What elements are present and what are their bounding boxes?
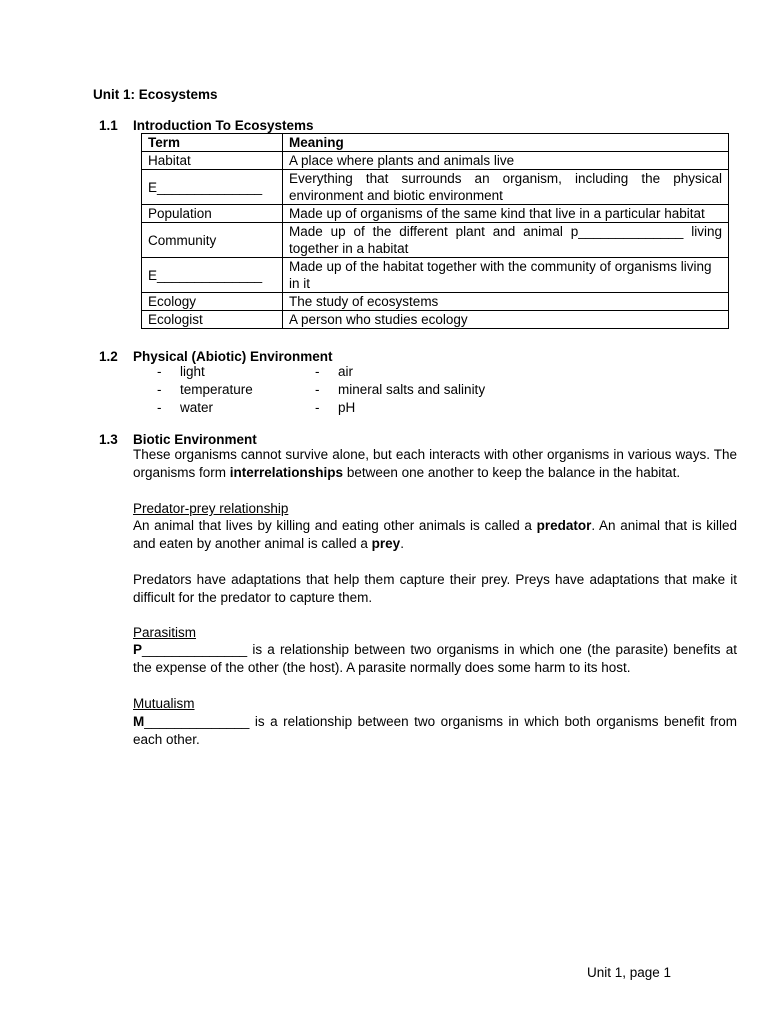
list-item: - air [315,364,354,379]
parasitism-paragraph: P______________ is a relationship between two organisms in which one (the parasite) benefits at the expense of the other (the host). A parasite normally does some harm to its host. [133,642,737,675]
term-cell: Population [142,205,283,223]
page-footer: Unit 1, page 1 [587,965,672,980]
term-cell: Community [142,223,283,258]
term-cell: E______________ [142,170,283,205]
table-row [142,152,729,170]
parasitism-heading: Parasitism [133,625,197,640]
section-number: 1.1 [99,118,118,133]
section-title: Introduction To Ecosystems [133,118,314,133]
term-cell: Ecologist [142,311,283,329]
table-row [142,205,729,223]
meaning-cell: Everything that surrounds an organism, including the physical environment and biotic environment [283,170,729,205]
list-item: - mineral salts and salinity [315,382,486,397]
list-item: - temperature [157,382,253,397]
meaning-cell: The study of ecosystems [283,293,729,311]
section-number: 1.2 [99,349,118,364]
meaning-cell: A place where plants and animals live [283,152,729,170]
fill-in-blank: ______________ [144,714,250,729]
term-cell: E______________ [142,258,283,293]
meaning-cell: Made up of the different plant and animal p______________ living together in a habitat [283,223,729,258]
table-row [142,293,729,311]
meaning-cell: Made up of the habitat together with the community of organisms living in it [283,258,729,293]
term-cell: Habitat [142,152,283,170]
biotic-intro-paragraph: These organisms cannot survive alone, but each interacts with other organisms in various ways. The organisms form interrelationships between one another to keep the balance in the habitat. [133,447,737,480]
section-title: Physical (Abiotic) Environment [133,349,333,364]
adaptations-paragraph: Predators have adaptations that help them capture their prey. Preys have adaptations that make it difficult for the predator to capture them. [133,572,737,605]
terms-table [141,133,729,329]
section-number: 1.3 [99,432,118,447]
section-heading-1-3 [99,432,257,447]
mutualism-heading: Mutualism [133,696,195,711]
meaning-cell: A person who studies ecology [283,311,729,329]
section-heading-1-2 [99,349,333,364]
mutualism-paragraph: M______________ is a relationship between two organisms in which both organisms benefit from each other. [133,714,737,747]
section-title: Biotic Environment [133,432,257,447]
table-row [142,258,729,293]
column-header-term: Term [142,134,283,152]
table-row [142,170,729,205]
abiotic-list-left [157,363,253,417]
list-item: - light [157,364,205,379]
table-row [142,311,729,329]
table-row [142,223,729,258]
predator-prey-heading: Predator-prey relationship [133,501,289,516]
meaning-cell: Made up of organisms of the same kind that live in a particular habitat [283,205,729,223]
fill-in-blank: ______________ [142,642,248,657]
term-cell: Ecology [142,293,283,311]
column-header-meaning: Meaning [283,134,729,152]
list-item: - water [157,400,214,415]
table-header-row [142,134,729,152]
abiotic-list-right [315,363,485,417]
list-item: - pH [315,400,356,415]
predator-prey-paragraph: An animal that lives by killing and eating other animals is called a predator. An animal that is killed and eaten by another animal is called a prey. [133,518,737,551]
unit-title: Unit 1: Ecosystems [93,87,218,102]
section-heading-1-1 [99,118,314,133]
